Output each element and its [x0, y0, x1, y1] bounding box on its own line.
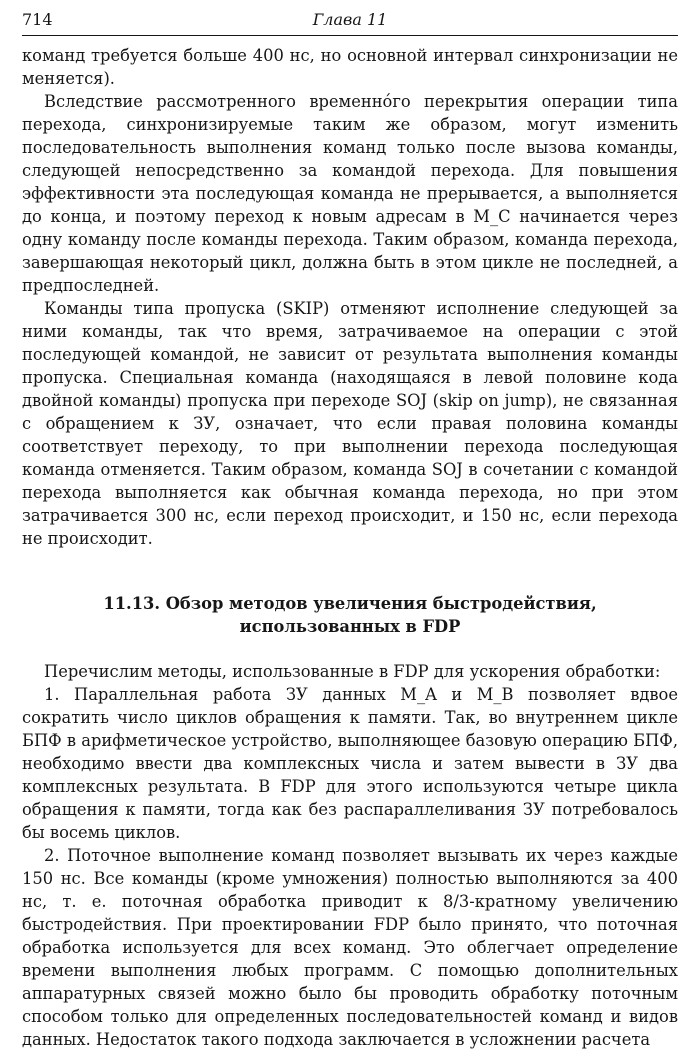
running-header [22, 10, 678, 36]
section-heading [22, 592, 678, 638]
paragraph: команд требуется больше 400 нс, но основной интервал синхронизации не меняется). [22, 46, 678, 88]
page-body [22, 44, 678, 1051]
paragraph: Команды типа пропуска (SKIP) отменяют исполнение следующей за ними команды, так что время, затрачиваемое на операции с этой последующей командой, не зависит от результата выполнения команды пропуска. Специальная команда (находящаяся в левой половине кода двойной команды) пропуска при переходе SOJ (skip on jump), не связанная с обращением к ЗУ, означает, что если правая половина команды соответствует переходу, то при выполнении перехода последующая команда отменяется. Таким образом, команда SOJ в сочетании с командой перехода выполняется как обычная команда перехода, но при этом затрачивается 300 нс, если переход происходит, и 150 нс, если перехода не происходит. [22, 299, 678, 548]
paragraph: Вследствие рассмотренного временнóго перекрытия операции типа перехода, синхронизируемые таким же образом, могут изменить последовательность выполнения команд только после вызова команды, следующей непосредственно за командой перехода. Для повышения эффективности эта последующая команда не прерывается, а выполняется до конца, и поэтому переход к новым адресам в M_C начинается через одну команду после команды перехода. Таким образом, команда перехода, завершающая некоторый цикл, должна быть в этом цикле не последней, а предпоследней. [22, 92, 678, 295]
section-title-line2: использованных в FDP [239, 617, 461, 636]
list-item: 1. Параллельная работа ЗУ данных M_A и M_B позволяет вдвое сократить число циклов обращения к памяти. Так, во внутреннем цикле БПФ в арифметическое устройство, выполняющее базовую операцию БПФ, необходимо ввести два комплексных числа и затем вывести в ЗУ два комплексных результата. В FDP для этого используются четыре цикла обращения к памяти, тогда как без распараллеливания ЗУ потребовалось бы восемь циклов. [22, 685, 678, 842]
list-item: 2. Поточное выполнение команд позволяет вызывать их через каждые 150 нс. Все команды (кроме умножения) полностью выполняются за 400 нс, т. е. поточная обработка приводит к 8/3-кратному увеличению быстродействия. При проектировании FDP было принято, что поточная обработка используется для всех команд. Это облегчает определение времени выполнения любых программ. С помощью дополнительных аппаратурных связей можно было бы проводить обработку поточным способом только для определенных последовательностей команд и видов данных. Недостаток такого подхода заключается в усложнении расчета [22, 846, 678, 1049]
page-number: 714 [22, 10, 53, 29]
section-title-line1: 11.13. Обзор методов увеличения быстродействия, [103, 594, 597, 613]
paragraph: Перечислим методы, использованные в FDP для ускорения обработки: [44, 662, 661, 681]
chapter-title: Глава 11 [312, 10, 388, 29]
